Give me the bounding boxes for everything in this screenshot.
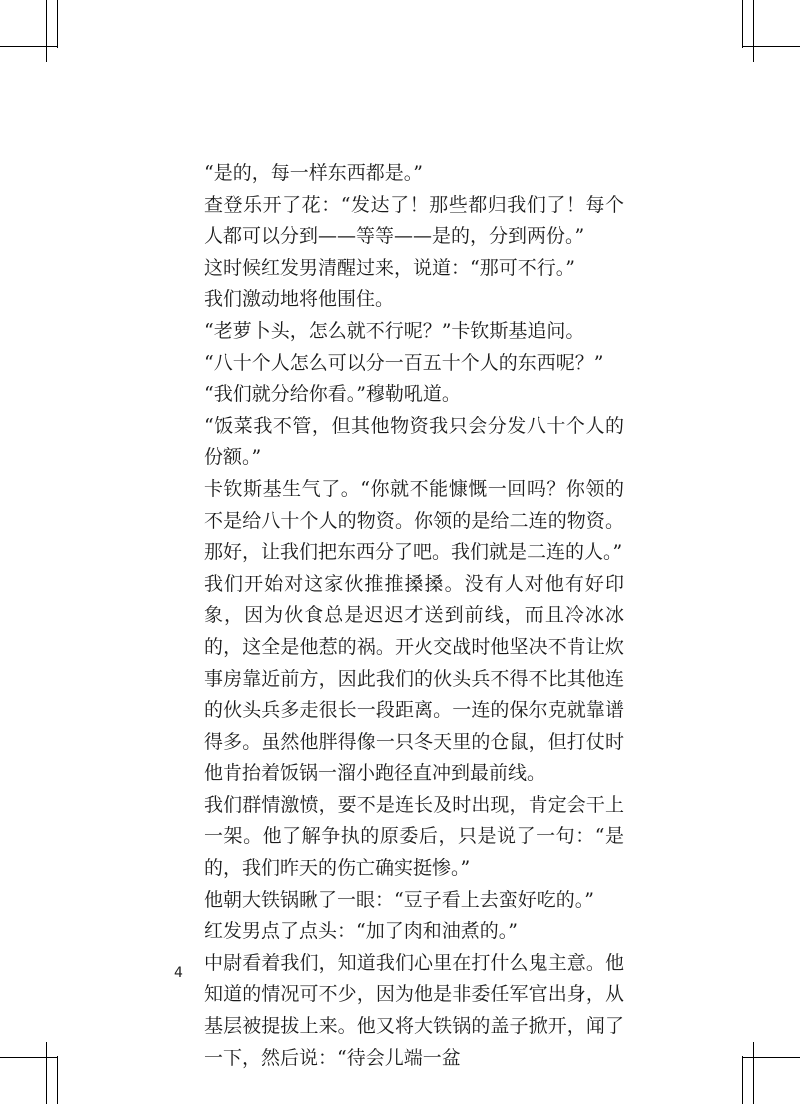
- crop-mark-top-right-vertical-outer: [742, 0, 743, 48]
- paragraph: 我们激动地将他围住。: [204, 288, 395, 311]
- paragraph: 查登乐开了花：“发达了！那些都归我们了！每个人都可以分到——等等——是的，分到两份。”: [204, 193, 624, 248]
- crop-mark-top-left-vertical: [46, 0, 47, 62]
- paragraph: “八十个人怎么可以分一百五十个人的东西呢？”: [204, 351, 604, 374]
- paragraph: “是的，每一样东西都是。”: [204, 162, 423, 184]
- paragraph: 中尉看着我们，知道我们心里在打什么鬼主意。他知道的情况可不少，因为他是非委任军官出身，从基层被提拔上来。他又将大铁锅的盖子掀开，闻了一下，然后说：“待会儿端一盆: [204, 951, 624, 1069]
- crop-mark-top-left-horizontal: [0, 46, 58, 47]
- paragraph: 我们开始对这家伙推推搡搡。没有人对他有好印象，因为伙食总是迟迟才送到前线，而且冷冰冰的，这全是他惹的祸。开火交战时他坚决不肯让炊事房靠近前方，因此我们的伙头兵不得不比其他连的伙头兵多走很长一段距离。一连的保尔克就靠谱得多。虽然他胖得像一只冬天里的仓鼠，但打仗时他肯抬着饭锅一溜小跑径直冲到最前线。: [204, 572, 624, 785]
- crop-mark-bottom-right-vertical-outer: [742, 1056, 743, 1104]
- page-body-text: [204, 158, 624, 1074]
- crop-mark-bottom-left-vertical-outer: [57, 1056, 58, 1104]
- paragraph: “饭菜我不管，但其他物资我只会分发八十个人的份额。”: [204, 414, 624, 469]
- crop-mark-bottom-right-horizontal: [742, 1057, 800, 1058]
- paragraph: “我们就分给你看。”穆勒吼道。: [204, 383, 461, 406]
- paragraph: 我们群情激愤，要不是连长及时出现，肯定会干上一架。他了解争执的原委后，只是说了一句：“是的，我们昨天的伤亡确实挺惨。”: [204, 793, 624, 880]
- paragraph: “老萝卜头，怎么就不行呢？”卡钦斯基追问。: [204, 319, 585, 342]
- paragraph: 他朝大铁锅瞅了一眼：“豆子看上去蛮好吃的。”: [204, 888, 594, 911]
- crop-mark-top-right-vertical: [753, 0, 754, 62]
- crop-mark-top-left-vertical-outer: [57, 0, 58, 48]
- crop-mark-top-right-horizontal: [742, 46, 800, 47]
- crop-mark-bottom-right-vertical: [753, 1042, 754, 1104]
- paragraph: 红发男点了点头：“加了肉和油煮的。”: [204, 920, 518, 943]
- paragraph: 这时候红发男清醒过来，说道：“那可不行。”: [204, 256, 575, 279]
- page-number: 4: [174, 965, 183, 981]
- crop-mark-bottom-left-vertical: [46, 1042, 47, 1104]
- paragraph: 卡钦斯基生气了。“你就不能慷慨一回吗？你领的不是给八十个人的物资。你领的是给二连的物资。那好，让我们把东西分了吧。我们就是二连的人。”: [204, 477, 624, 564]
- crop-mark-bottom-left-horizontal: [0, 1057, 58, 1058]
